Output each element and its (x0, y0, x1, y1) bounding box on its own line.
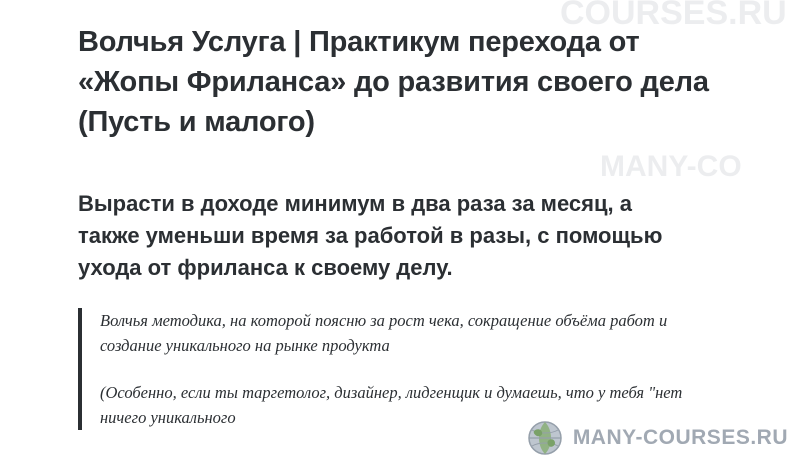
page-title: Волчья Услуга | Практикум перехода от «Жопы Фриланса» до развития своего дела (Пусть и малого) (78, 26, 709, 138)
quote-paragraph-1: Волчья методика, на которой поясню за рост чека, сокращение объёма работ и создание уникального на рынке продукта (100, 311, 668, 355)
globe-icon (525, 418, 565, 458)
watermark-ghost-top-text: COURSES.RU (560, 0, 787, 32)
document-content (78, 22, 718, 430)
quote-paragraph-2: (Особенно, если ты таргетолог, дизайнер, лидгенщик и думаешь, что у тебя "нет ничего уникального (100, 383, 683, 427)
watermark-ghost-middle-text: MANY-CO (600, 150, 742, 183)
watermark (525, 418, 788, 458)
watermark-text: MANY-COURSES.RU (572, 426, 788, 449)
quote-block (78, 308, 700, 430)
page-subtitle: Вырасти в доходе минимум в два раза за месяц, а также уменьши время за работой в разы, с помощью ухода от фриланса к своему делу. (78, 191, 663, 280)
